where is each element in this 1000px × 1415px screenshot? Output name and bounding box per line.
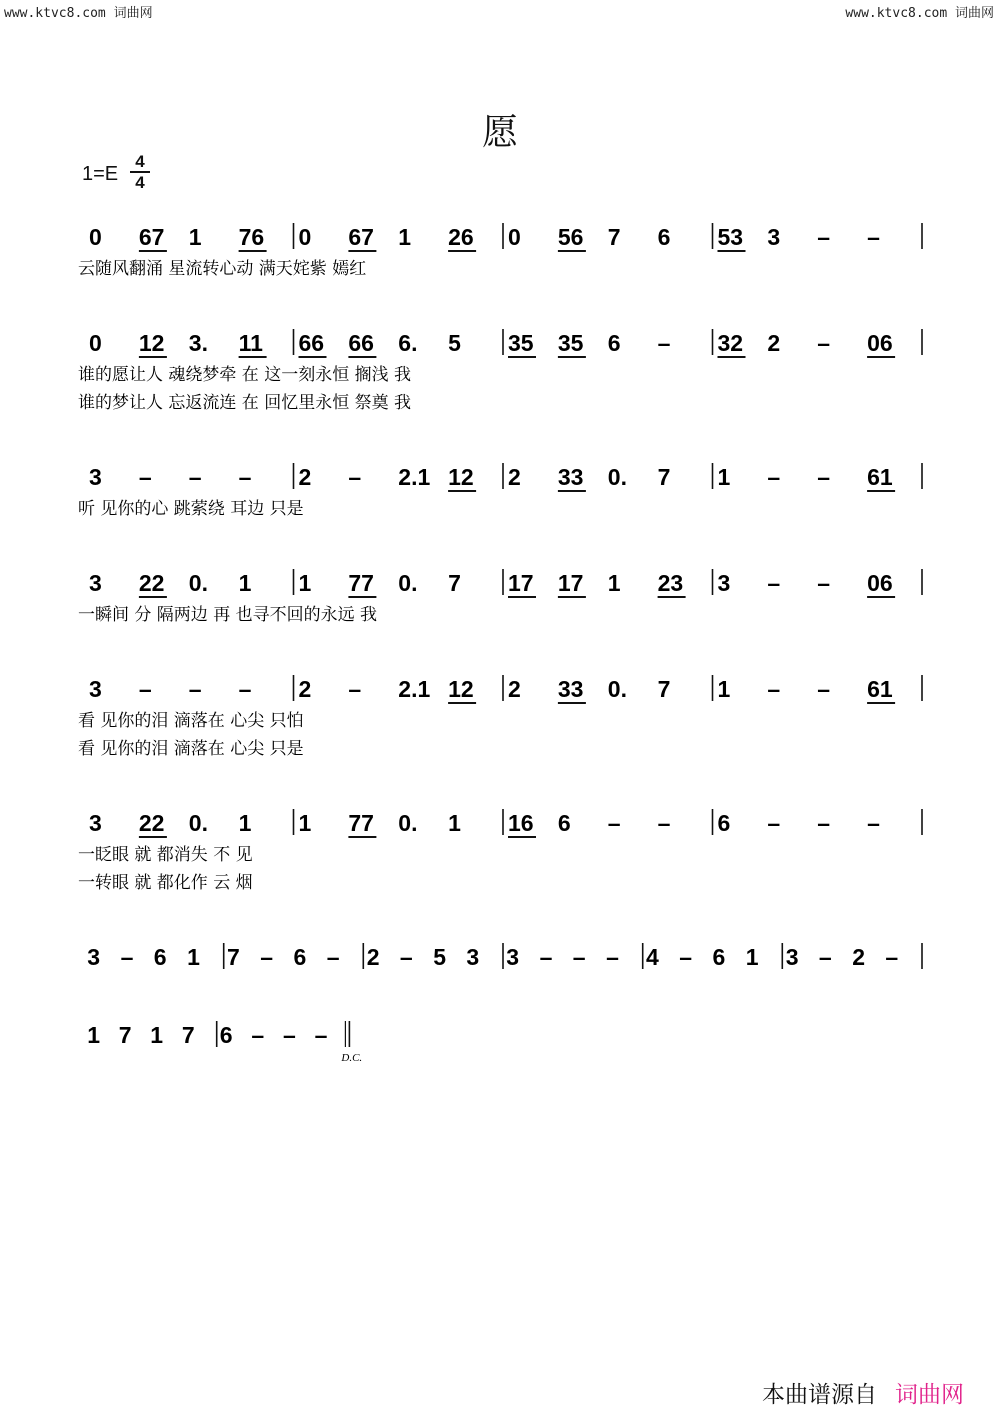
- note: 11: [238, 330, 263, 356]
- note: 1: [448, 810, 461, 836]
- note: 7: [657, 676, 671, 702]
- note: 4: [646, 944, 659, 970]
- note: 22: [138, 810, 165, 836]
- note: 3: [89, 810, 102, 836]
- lyric-line: 听 见你的心 跳萦绕 耳边 只是: [78, 499, 304, 519]
- note: 6: [712, 944, 726, 970]
- note: 3: [89, 570, 102, 596]
- note: 66: [348, 330, 374, 356]
- note: 3: [87, 944, 101, 970]
- note: 1: [238, 570, 252, 596]
- note: 6: [219, 1022, 233, 1048]
- note: 3: [89, 464, 102, 490]
- note: 16: [508, 810, 534, 836]
- lyric-line: 看 见你的泪 滴落在 心尖 只怕: [78, 711, 304, 731]
- note: 66: [298, 330, 325, 356]
- note: –: [606, 944, 619, 970]
- note: 1: [398, 224, 412, 250]
- note: –: [817, 224, 831, 250]
- source-footer: [762, 1376, 964, 1409]
- note: 1: [298, 810, 312, 836]
- note: 2: [366, 944, 380, 970]
- note: 1: [717, 676, 731, 702]
- note: 0.: [607, 676, 627, 702]
- note: 23: [657, 570, 684, 596]
- note: –: [539, 944, 553, 970]
- note: –: [817, 810, 831, 836]
- note: –: [238, 676, 252, 702]
- note: –: [138, 676, 152, 702]
- note: –: [767, 810, 781, 836]
- note: 61: [867, 676, 893, 702]
- note: –: [260, 944, 273, 970]
- note: 12: [138, 330, 165, 356]
- lyric-line: 一眨眼 就 都消失 不 见: [78, 845, 253, 865]
- note: –: [188, 676, 202, 702]
- lyric-line: 看 见你的泪 滴落在 心尖 只是: [78, 739, 304, 759]
- note: 17: [508, 570, 534, 596]
- song-title: 愿: [481, 112, 518, 153]
- note: 76: [238, 224, 265, 250]
- note: 0.: [398, 810, 418, 836]
- note: 33: [557, 464, 584, 490]
- note: 0.: [188, 570, 208, 596]
- note: 0: [89, 330, 102, 356]
- lyric-line: 谁的梦让人 忘返流连 在 回忆里永恒 祭奠 我: [78, 393, 412, 413]
- note: 1: [745, 944, 759, 970]
- note: 56: [557, 224, 584, 250]
- note: 6.: [398, 330, 418, 356]
- note: –: [326, 944, 340, 970]
- note: 0.: [188, 810, 208, 836]
- note: 77: [348, 810, 374, 836]
- note: 6: [557, 810, 571, 836]
- note: –: [679, 944, 692, 970]
- note: 1: [150, 1022, 164, 1048]
- note: 1: [187, 944, 200, 970]
- note: 2: [852, 944, 865, 970]
- note: –: [817, 570, 831, 596]
- source-site: 词曲网: [895, 1382, 964, 1408]
- note: 26: [448, 224, 474, 250]
- note: 3: [506, 944, 520, 970]
- note: 1: [87, 1022, 100, 1048]
- note: 12: [448, 676, 474, 702]
- note: 5: [448, 330, 461, 356]
- lyric-line: 云随风翻涌 星流转心动 满天姹紫 嫣红: [78, 259, 367, 279]
- note: 12: [448, 464, 474, 490]
- note: 61: [867, 464, 893, 490]
- note: 33: [557, 676, 584, 702]
- note: 17: [557, 570, 584, 596]
- note: 0.: [607, 464, 627, 490]
- note: 6: [607, 330, 621, 356]
- note: 7: [181, 1022, 195, 1048]
- note: 53: [717, 224, 744, 250]
- note: 2: [767, 330, 781, 356]
- time-signature-bottom: 4: [130, 171, 150, 192]
- note: –: [399, 944, 413, 970]
- note: –: [657, 330, 671, 356]
- note: 2.1: [398, 676, 431, 702]
- note: 06: [867, 570, 893, 596]
- note: 3: [89, 676, 102, 702]
- lyric-line: 一瞬间 分 隔两边 再 也寻不回的永远 我: [78, 605, 378, 625]
- note: –: [120, 944, 134, 970]
- lyric-line: 谁的愿让人 魂绕梦牵 在 这一刻永恒 搁浅 我: [78, 365, 412, 385]
- key-signature: 1=E: [82, 163, 119, 185]
- note: 6: [657, 224, 671, 250]
- note: –: [188, 464, 202, 490]
- note: 3.: [188, 330, 208, 356]
- note: 1: [607, 570, 621, 596]
- note: 1: [298, 570, 312, 596]
- note: –: [138, 464, 152, 490]
- note: –: [817, 676, 831, 702]
- note: –: [251, 1022, 265, 1048]
- note: –: [767, 464, 781, 490]
- note: 0: [298, 224, 312, 250]
- note: 0.: [398, 570, 418, 596]
- note: –: [867, 810, 880, 836]
- note: –: [657, 810, 671, 836]
- note: 7: [607, 224, 621, 250]
- note: –: [348, 464, 362, 490]
- note: 7: [448, 570, 461, 596]
- note: –: [867, 224, 880, 250]
- note: –: [348, 676, 362, 702]
- note: –: [817, 464, 831, 490]
- note: 3: [717, 570, 731, 596]
- watermark-right: www.ktvc8.com 词曲网: [845, 6, 994, 21]
- note: 06: [867, 330, 893, 356]
- note: 22: [138, 570, 165, 596]
- note: –: [818, 944, 832, 970]
- note: –: [767, 570, 781, 596]
- note: 2: [508, 464, 521, 490]
- note: 2: [508, 676, 521, 702]
- note: 2: [298, 676, 312, 702]
- note: 2: [298, 464, 312, 490]
- source-prefix: 本曲谱源自: [762, 1382, 877, 1408]
- note: –: [767, 676, 781, 702]
- note: 1: [238, 810, 252, 836]
- note: –: [238, 464, 252, 490]
- note: 7: [118, 1022, 132, 1048]
- note: 67: [348, 224, 374, 250]
- note: 3: [785, 944, 799, 970]
- note: 3: [466, 944, 480, 970]
- note: 1: [188, 224, 202, 250]
- note: 5: [433, 944, 446, 970]
- note: –: [607, 810, 621, 836]
- time-signature: [130, 152, 150, 192]
- note: 77: [348, 570, 374, 596]
- note: 6: [293, 944, 307, 970]
- note: –: [314, 1022, 328, 1048]
- note: 7: [227, 944, 240, 970]
- note: 7: [657, 464, 671, 490]
- note: 2.1: [398, 464, 431, 490]
- note: 3: [767, 224, 781, 250]
- note: 35: [508, 330, 534, 356]
- dc-mark: D.C.: [341, 1052, 363, 1064]
- note: 1: [717, 464, 731, 490]
- lyric-line: 一转眼 就 都化作 云 烟: [78, 873, 253, 893]
- watermark-left: www.ktvc8.com 词曲网: [4, 6, 153, 21]
- note: 32: [717, 330, 744, 356]
- note: –: [817, 330, 831, 356]
- note: 67: [138, 224, 165, 250]
- note: –: [572, 944, 586, 970]
- note: –: [885, 944, 899, 970]
- note: 35: [557, 330, 584, 356]
- note: 6: [153, 944, 167, 970]
- time-signature-top: 4: [135, 152, 145, 171]
- note: 6: [717, 810, 731, 836]
- note: 0: [89, 224, 102, 250]
- note: –: [283, 1022, 296, 1048]
- note: 0: [508, 224, 521, 250]
